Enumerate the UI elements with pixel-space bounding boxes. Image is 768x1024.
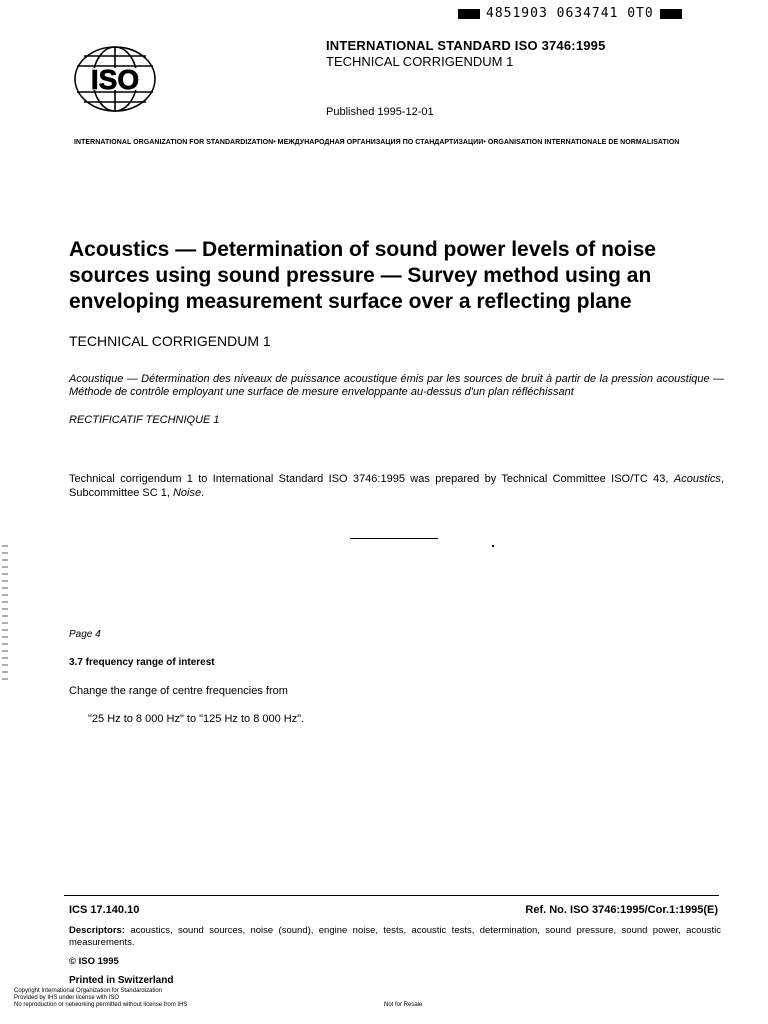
page-reference: Page 4 <box>69 629 101 640</box>
license-notice <box>14 988 187 1009</box>
barcode-block-right <box>660 9 682 19</box>
printed-in: Printed in Switzerland <box>69 975 174 986</box>
rectificatif-heading: RECTIFICATIF TECHNIQUE 1 <box>69 414 220 426</box>
not-for-resale: Not for Resale <box>384 1002 423 1008</box>
change-text: "25 Hz to 8 000 Hz" to "125 Hz to 8 000 Hz". <box>88 713 305 725</box>
corrigendum-label: TECHNICAL CORRIGENDUM 1 <box>326 54 514 69</box>
french-title-line-1: Acoustique — Détermination des niveaux de puissance acoustique émis par les sources de bruit à partir de la pression <box>69 373 654 385</box>
published-date: Published 1995-12-01 <box>326 106 434 118</box>
intro-paragraph <box>69 472 724 500</box>
committee-name: Acoustics <box>673 473 721 485</box>
intro-text-3: . <box>201 487 205 499</box>
document-title <box>69 237 709 315</box>
descriptors <box>69 925 721 949</box>
scan-dot <box>492 545 494 547</box>
french-title <box>69 373 724 399</box>
intro-text: Technical corrigendum 1 to International Standard ISO 3746:1995 was prepared by Technical Committee ISO/TC 43, <box>69 473 669 485</box>
corrigendum-heading: TECHNICAL CORRIGENDUM 1 <box>69 333 271 349</box>
subcommittee-name: Noise <box>172 487 202 499</box>
title-line-3: enveloping measurement surface over a reflecting plane <box>69 290 632 313</box>
margin-marks <box>2 545 8 685</box>
title-line-1: Acoustics — Determination of sound power levels of noise <box>69 238 656 261</box>
document-code <box>458 6 682 21</box>
ics-code: ICS 17.140.10 <box>69 904 140 916</box>
copyright: © ISO 1995 <box>69 956 119 967</box>
reference-number: Ref. No. ISO 3746:1995/Cor.1:1995(E) <box>525 904 718 916</box>
french-title-line-2: acoustique — Méthode de contrôle employant une surface de mesure enveloppante au-dessus d'un plan réfléchissant <box>69 373 724 398</box>
iso-logo <box>70 44 160 114</box>
section-heading: 3.7 frequency range of interest <box>69 657 215 668</box>
footer-rule <box>64 895 719 896</box>
intro-text-2: , Subcommittee SC 1, <box>69 473 724 499</box>
descriptors-text: acoustics, sound sources, noise (sound), engine noise, tests, acoustic tests, determination, sound pressure, sound power, acoustic measurements. <box>69 925 721 948</box>
descriptors-label: Descriptors: <box>69 925 125 936</box>
barcode-block-left <box>458 9 480 19</box>
title-line-2: sources using sound pressure — Survey method using an <box>69 264 652 287</box>
organization-line: INTERNATIONAL ORGANIZATION FOR STANDARDIZATION• МЕЖДУНАРОДНАЯ ОРГАНИЗАЦИЯ ПО СТАНДАРТИЗАЦИИ• ORGANISATION INTERNATIONALE DE NORMALISATION <box>74 139 680 146</box>
license-line-2: Provided by IHS under license with ISO <box>14 995 120 1001</box>
document-code-text: 4851903 0634741 0T0 <box>486 6 654 21</box>
standard-title: INTERNATIONAL STANDARD ISO 3746:1995 <box>326 38 606 53</box>
iso-logo-text: ISO <box>90 64 140 95</box>
license-line-3: No reproduction or networking permitted without license from IHS <box>14 1002 188 1008</box>
separator-rule <box>350 538 438 539</box>
license-line-1: Copyright International Organization for Standardization <box>14 988 163 994</box>
change-instruction: Change the range of centre frequencies from <box>69 685 288 697</box>
